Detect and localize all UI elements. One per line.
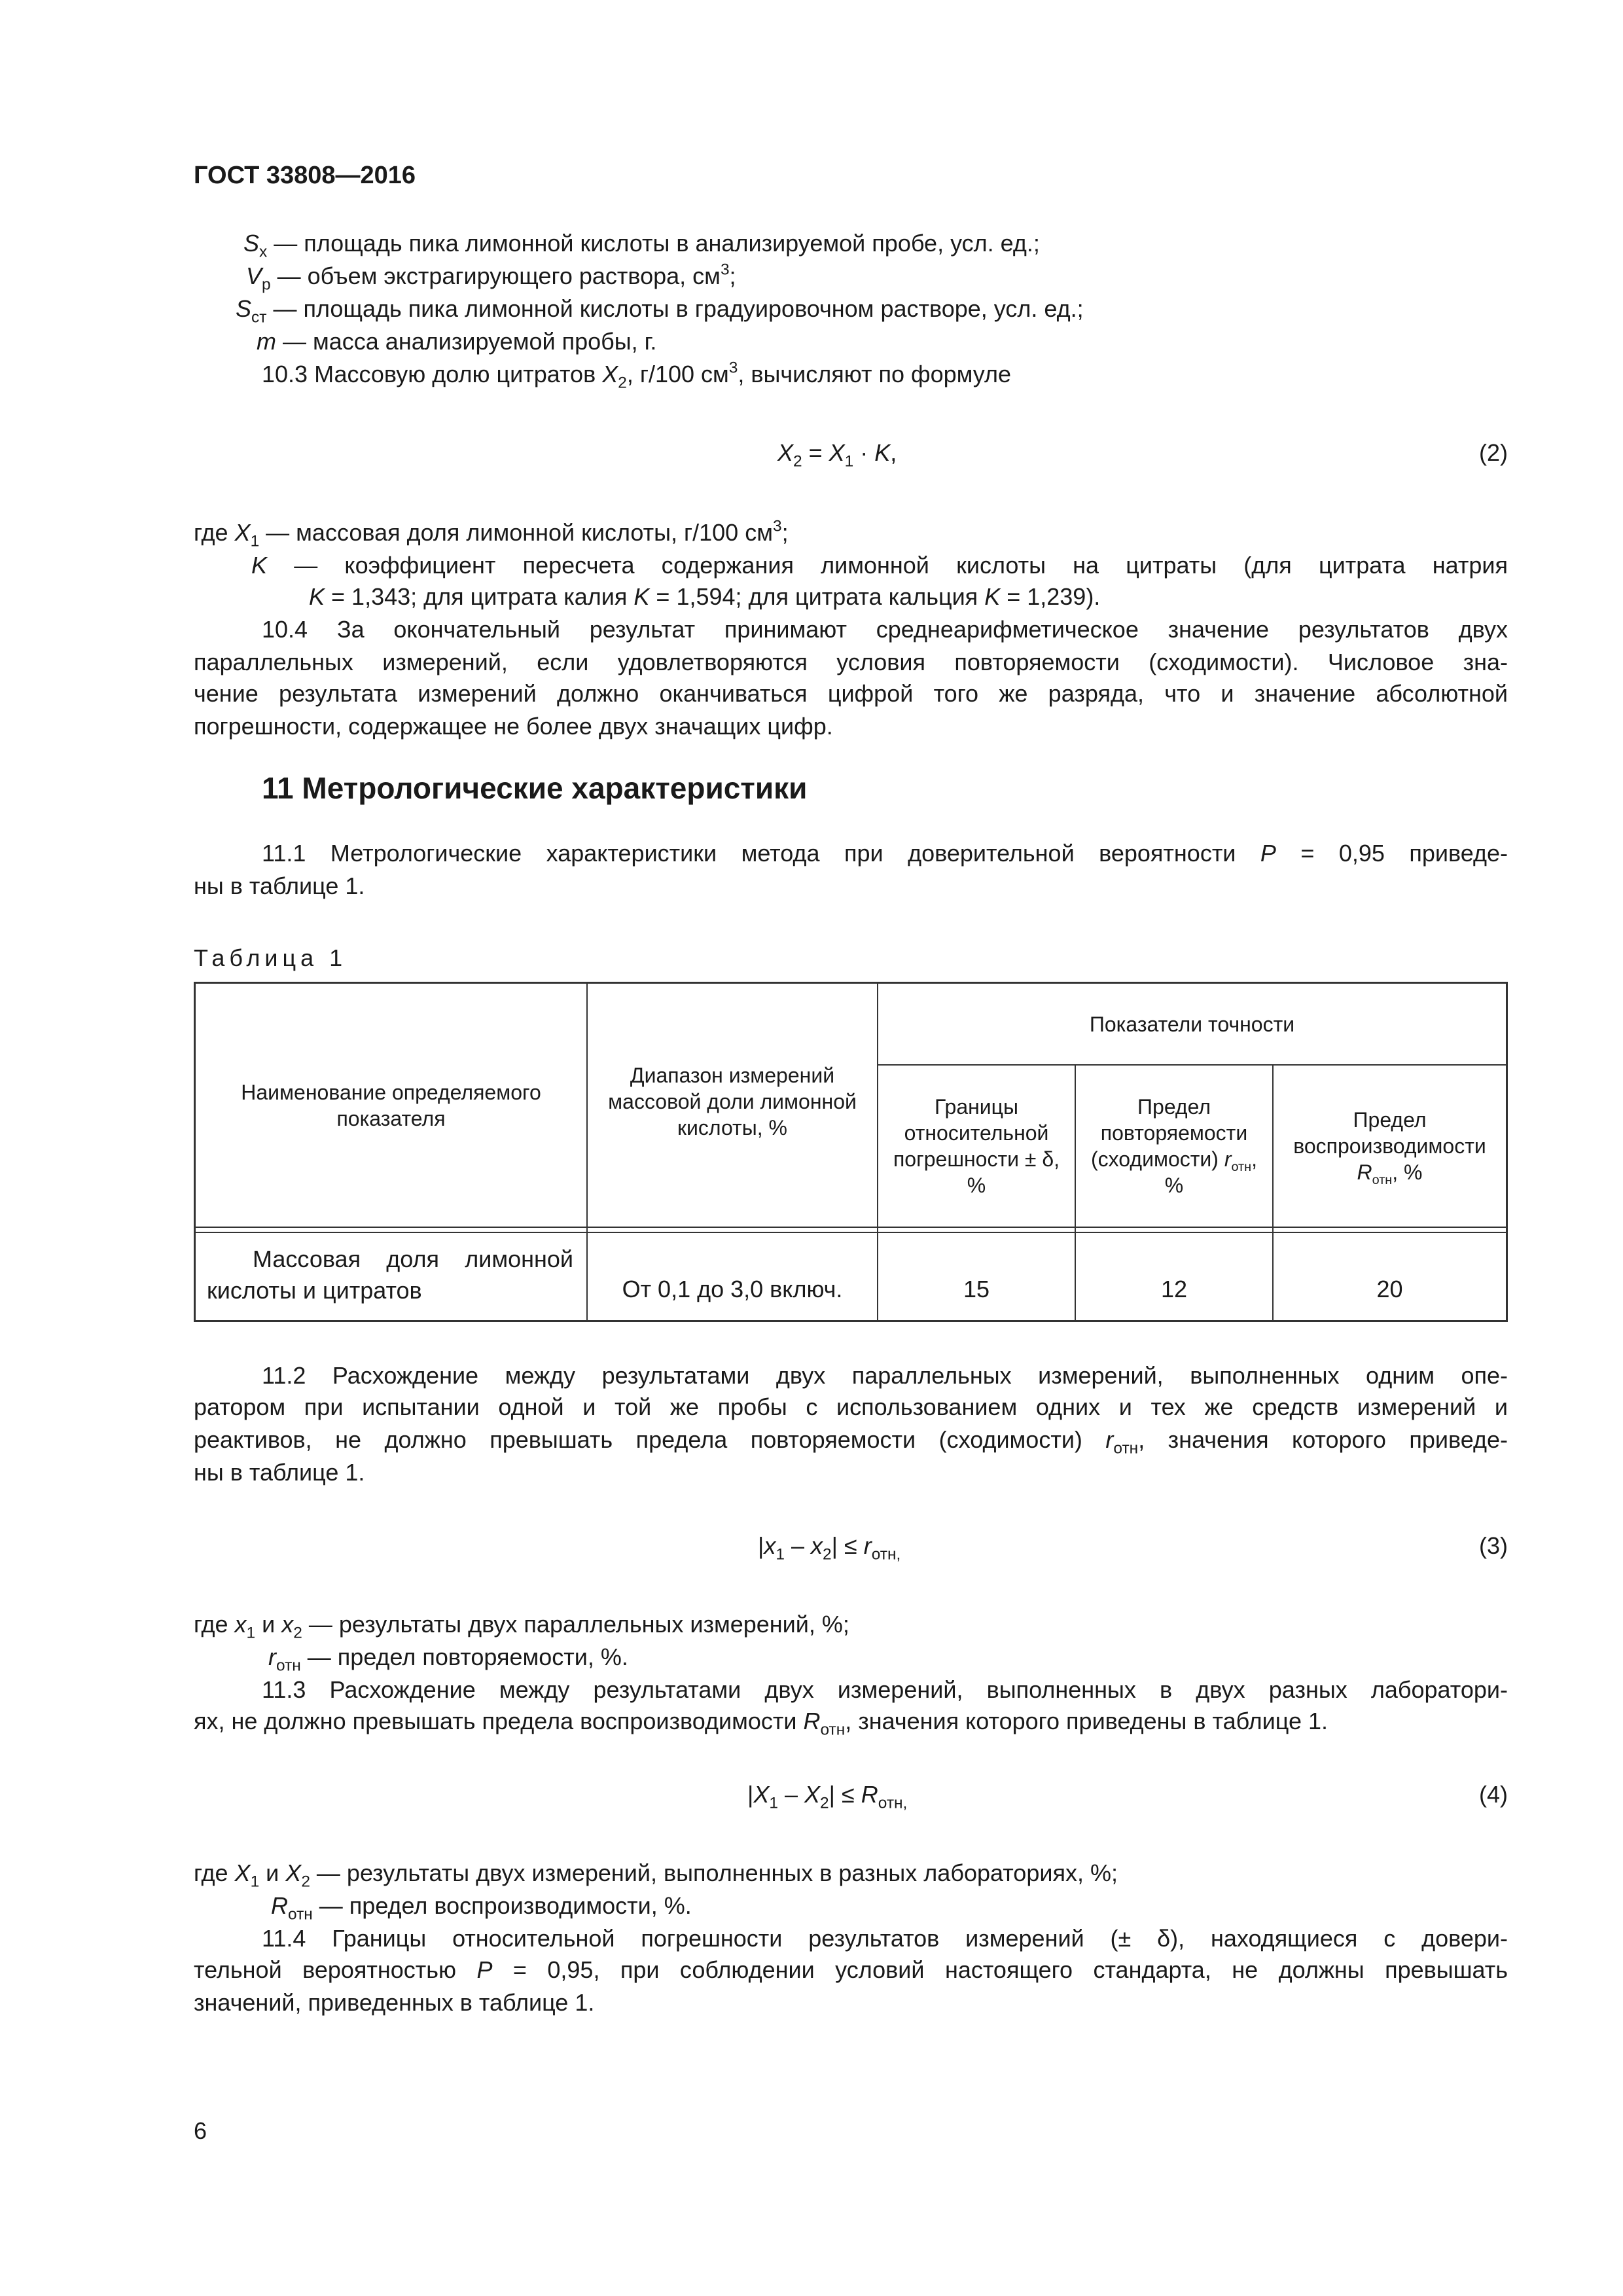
equation-number-3: (3) bbox=[1479, 1532, 1508, 1559]
header-accuracy-group: Показатели точности bbox=[1089, 1012, 1295, 1036]
where-x1-x2: где $x_1$ и $x_2$ — результаты двух параллельных измерений, %; bbox=[194, 1611, 849, 1642]
document-header: ГОСТ 33808—2016 bbox=[194, 162, 416, 189]
paragraph-11-3-line1: 11.3 Расхождение между результатами двух измерений, выполненных в двух разных лаборатори- bbox=[262, 1676, 1508, 1703]
formula-2: $X_2 = X_1 \cdot K$, bbox=[777, 439, 897, 471]
row-relative-error-bounds: 15 bbox=[963, 1276, 990, 1302]
page-number: 6 bbox=[194, 2117, 207, 2144]
header-reproducibility-limit: Предел воспроизводимости $R_{отн}$, % bbox=[1293, 1108, 1486, 1187]
paragraph-11-1-line1: 11.1 Метрологические характеристики метода при доверительной вероятности P = 0,95 приведе- bbox=[262, 840, 1508, 867]
paragraph-11-1-line2: ны в таблице 1. bbox=[194, 872, 365, 899]
header-relative-error-bounds: Границы относительной погрешности ± δ, % bbox=[893, 1095, 1060, 1197]
paragraph-11-2-line2: ратором при испытании одной и той же пробы с использованием одних и тех же средств измерений и bbox=[194, 1393, 1508, 1420]
row-measurement-range: От 0,1 до 3,0 включ. bbox=[622, 1276, 843, 1302]
row-indicator-name: Массовая доля лимонной кислоты и цитратов bbox=[207, 1246, 573, 1304]
where-X1-X2: где $X_1$ и $X_2$ — результаты двух измерений, выполненных в разных лабораториях, %; bbox=[194, 1859, 1118, 1891]
header-indicator-name: Наименование определяемого показателя bbox=[241, 1080, 541, 1130]
definition-m: m — масса анализируемой пробы, г. bbox=[257, 328, 657, 355]
definition-sx: $S_x$ — площадь пика лимонной кислоты в анализируемой пробе, усл. ед.; bbox=[243, 230, 1040, 261]
paragraph-11-3-line2: ях, не должно превышать предела воспроизводимости $R_{отн}$, значения которого приведены в таблице 1. bbox=[194, 1708, 1329, 1739]
table-caption: Таблица 1 bbox=[194, 944, 348, 971]
paragraph-11-2-line4: ны в таблице 1. bbox=[194, 1459, 365, 1486]
definition-vp: $V_р$ — объем экстрагирующего раствора, $см^3$; bbox=[246, 260, 736, 294]
definition-sst: $S_{ст}$ — площадь пика лимонной кислоты в градуировочном растворе, усл. ед.; bbox=[236, 295, 1084, 327]
formula-4: $|X_1 - X_2| \le R_{отн,}$ bbox=[747, 1781, 908, 1812]
equation-number-4: (4) bbox=[1479, 1781, 1508, 1808]
paragraph-10-4-line2: параллельных измерений, если удовлетворяются условия повторяемости (сходимости). Числовое зна- bbox=[194, 649, 1508, 675]
where-k-line1: K — коэффициент пересчета содержания лимонной кислоты на цитраты (для цитрата натрия bbox=[251, 552, 1508, 579]
paragraph-10-4-line4: погрешности, содержащее не более двух значащих цифр. bbox=[194, 713, 833, 740]
where-k-line2: K = 1,343; для цитрата калия K = 1,594; для цитрата кальция K = 1,239). bbox=[309, 583, 1101, 610]
where-x1: где $X_1$ — массовая доля лимонной кислоты, г/100 $см^3$; bbox=[194, 517, 789, 550]
formula-3: $|x_1 - x_2| \le r_{отн,}$ bbox=[758, 1532, 901, 1564]
row-reproducibility-limit: 20 bbox=[1376, 1276, 1403, 1302]
paragraph-11-4-line1: 11.4 Границы относительной погрешности результатов измерений (± δ), находящиеся с довери- bbox=[262, 1925, 1508, 1952]
paragraph-10-4-line1: 10.4 За окончательный результат принимают среднеарифметическое значение результатов двух bbox=[262, 616, 1508, 643]
section-heading: 11 Метрологические характеристики bbox=[262, 771, 808, 805]
where-R-otn: $R_{отн}$ — предел воспроизводимости, %. bbox=[271, 1892, 692, 1924]
where-r-otn: $r_{отн}$ — предел повторяемости, %. bbox=[268, 1643, 628, 1675]
paragraph-10-3: 10.3 Массовую долю цитратов $X_2$, г/100 $см^3$, вычисляют по формуле bbox=[262, 359, 1012, 392]
metrology-table bbox=[194, 982, 1508, 1322]
header-repeatability-limit: Предел повторяемости (сходимости) $r_{отн}$, % bbox=[1091, 1095, 1257, 1197]
paragraph-11-4-line3: значений, приведенных в таблице 1. bbox=[194, 1989, 595, 2016]
paragraph-10-4-line3: чение результата измерений должно оканчиваться цифрой того же разряда, что и значение абсолютной bbox=[194, 680, 1508, 707]
header-measurement-range: Диапазон измерений массовой доли лимонной кислоты, % bbox=[608, 1064, 857, 1139]
row-repeatability-limit: 12 bbox=[1160, 1276, 1188, 1302]
paragraph-11-2-line1: 11.2 Расхождение между результатами двух параллельных измерений, выполненных одним опе- bbox=[262, 1362, 1508, 1389]
paragraph-11-2-line3: реактивов, не должно превышать предела повторяемости (сходимости) $r_{отн}$, значения которого приведе- bbox=[194, 1426, 1508, 1458]
equation-number-2: (2) bbox=[1479, 439, 1508, 466]
paragraph-11-4-line2: тельной вероятностью P = 0,95, при соблюдении условий настоящего стандарта, не должны превышать bbox=[194, 1956, 1508, 1983]
